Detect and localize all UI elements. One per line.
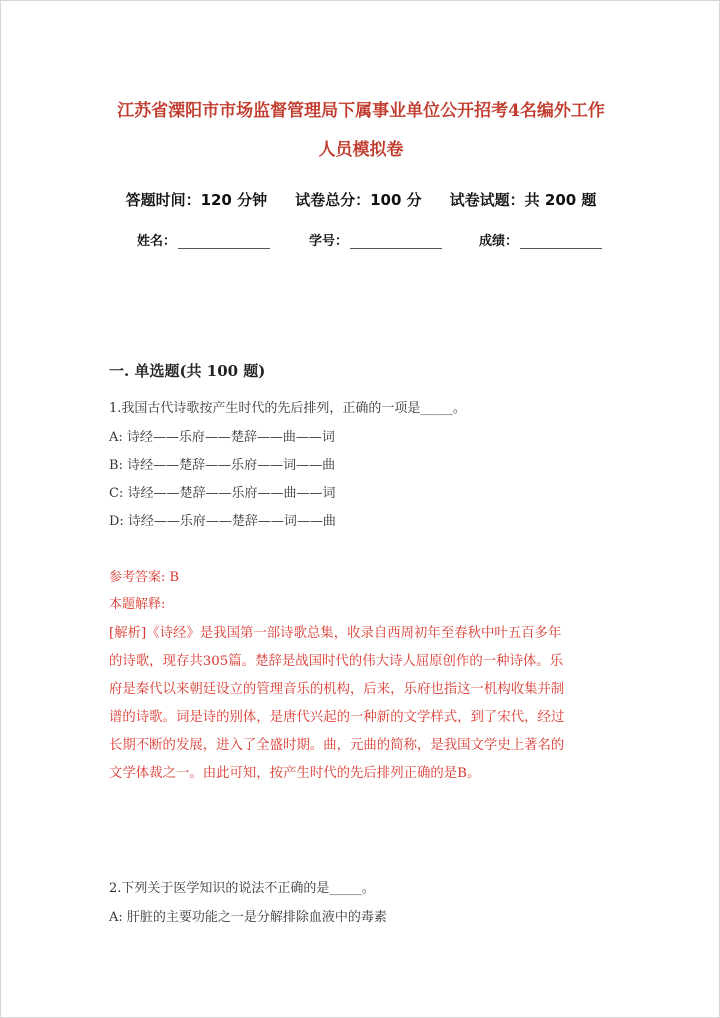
explanation-line: 文学体裁之一。由此可知，按产生时代的先后排列正确的是B。 [109,766,481,781]
score-label: 成绩： [479,234,519,249]
score-field [479,230,602,249]
exam-time: 答题时间：120 分钟 [125,191,268,209]
question-1-option-c: C: 诗经——楚辞——乐府——曲——词 [109,486,336,501]
explanation-line: 长期不断的发展，进入了全盛时期。曲，元曲的简称，是我国文学史上著名的 [109,738,565,753]
student-id-label: 学号： [309,234,349,249]
explanation-line: [解析]《诗经》是我国第一部诗歌总集，收录自西周初年至春秋中叶五百多年 [109,626,562,641]
question-2-stem: 2.下列关于医学知识的说法不正确的是_____。 [109,881,375,896]
exam-total-score: 试卷总分：100 分 [295,191,422,209]
student-id-field [309,230,442,249]
exam-question-count: 试卷试题：共 200 题 [449,191,597,209]
section-heading: 一. 单选题(共 100 题) [109,362,266,380]
question-1-answer: 参考答案: B [109,570,180,585]
explanation-line: 谱的诗歌。词是诗的别体，是唐代兴起的一种新的文学样式，到了宋代，经过 [109,710,565,725]
question-1-option-a: A: 诗经——乐府——楚辞——曲——词 [109,430,335,445]
exam-meta-row [1,189,720,210]
question-2-option-a: A: 肝脏的主要功能之一是分解排除血液中的毒素 [109,910,387,925]
question-1-option-b: B: 诗经——楚辞——乐府——词——曲 [109,458,336,473]
question-1-option-d: D: 诗经——乐府——楚辞——词——曲 [109,514,336,529]
exam-title-line-2: 人员模拟卷 [318,140,404,160]
score-blank [520,235,602,249]
student-id-blank [350,235,442,249]
exam-title-line-1: 江苏省溧阳市市场监督管理局下属事业单位公开招考4名编外工作 [117,101,605,121]
question-1-explanation-label: 本题解释: [109,597,166,612]
explanation-line: 的诗歌，现存共305篇。楚辞是战国时代的伟大诗人屈原创作的一种诗体。乐 [109,654,564,669]
question-1-explanation [109,620,613,788]
name-label: 姓名： [137,234,177,249]
name-field [137,230,270,249]
name-blank [178,235,270,249]
explanation-line: 府是秦代以来朝廷设立的管理音乐的机构，后来，乐府也指这一机构收集并制 [109,682,565,697]
question-1-stem: 1.我国古代诗歌按产生时代的先后排列，正确的一项是_____。 [109,401,466,416]
